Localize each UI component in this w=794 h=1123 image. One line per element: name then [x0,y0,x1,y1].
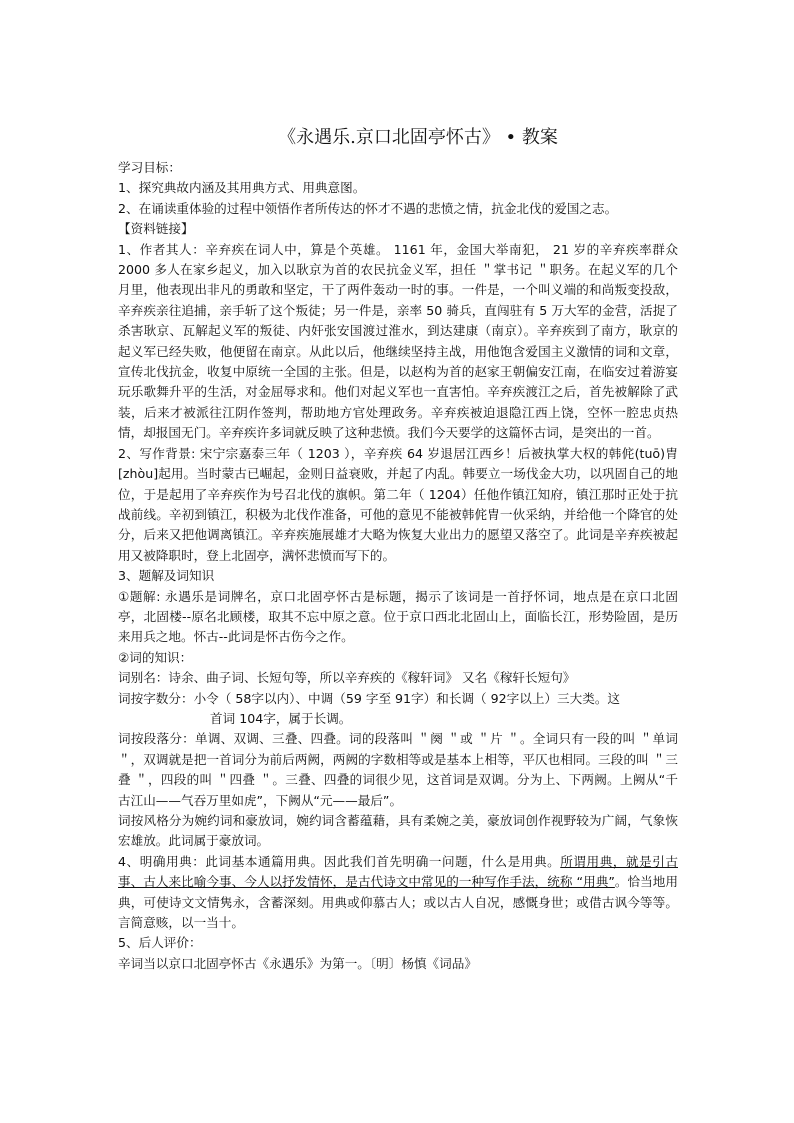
allusion-definition: 所谓用典，就是引古事、古人来比喻今事、今人以抒发情怀，是古代诗文中常见的一种写作手法，统称 “用典” [118,853,678,890]
document-page [118,124,678,974]
title-analysis-paragraph: ①题解: 永遇乐是词牌名，京口北固亭怀古是标题，揭示了该词是一首抒怀词，地点是在京口北固亭，北固楼--原名北顾楼，取其不忘中原之意。位于京口西北北固山上，面临长江，形势险固，是历来用兵之地。怀古--此词是怀古伤今之作。 [118,588,678,645]
goal-2: 2、在诵读重体验的过程中领悟作者所传达的怀才不遇的悲愤之情，抗金北伐的爱国之志。 [118,200,618,216]
allusion-paragraph [118,852,678,934]
ci-count-paragraph: 词按字数分：小令（ 58字以内）、中调（59 字至 91字）和长调（ 92字以上）三大类。这 [118,690,621,706]
allusion-lead: 4、明确用典：此词基本通篇用典。因此我们首先明确一问题，什么是用典。 [118,853,561,869]
comments-heading: 5、后人评价： [118,935,202,951]
ci-names-paragraph: 词别名：诗余、曲子词、长短句等，所以辛弃疾的《稼轩词》 又名《稼轩长短句》 [118,670,576,686]
ci-sections-paragraph: 词按段落分：单调、双调、三叠、四叠。词的段落叫 ＂阕 ＂或 ＂片 ＂。全词只有一段的叫 ＂单词 ＂，双调就是把一首词分为前后两阙，两阙的字数相等或是基本上相等，平仄也相同。三段的叫 ＂三叠 ＂，四段的叫 ＂四叠 ＂。三叠、四叠的词很少见，这首词是双调。分为上、下两阙。上阙从“千古江山——气吞万里如虎”，下阙从“元——最后”。 [118,731,678,808]
goals-heading: 学习目标： [118,160,181,175]
analysis-heading: 3、题解及词知识 [118,568,215,584]
goal-1: 1、探究典故内涵及其用典方式、用典意图。 [118,180,366,196]
background-paragraph: 2、写作背景: 宋宁宗嘉泰三年（ 1203 ），辛弃疾 64 岁退居江西乡！后被执掌大权的韩侂(tuō)胄[zhòu]起用。当时蒙古已崛起，金则日益衰败，并起了内乱。韩要立一场伐金大功，以巩固自己的地位，于是起用了辛弃疾作为号召北伐的旗帜。第二年（ 1204）任他作镇江知府，镇江那时正处于抗战前线。辛初到镇江，积极为北伐作准备，可他的意见不能被韩侂胄一伙采纳，并给他一个降官的处分，后来又把他调离镇江。辛弃疾施展雄才大略为恢复大业出力的愿望又落空了。此词是辛弃疾被起用又被降职时，登上北固亭，满怀悲愤而写下的。 [118,445,678,563]
ci-style-paragraph: 词按风格分为婉约词和豪放词，婉约词含蓄蕴藉，具有柔婉之美，豪放词创作视野较为广阔，气象恢宏雄放。此词属于豪放词。 [118,813,678,849]
allusion-tail: 。恰当地用典，可使诗文文情隽永，含蓄深刻。用典或仰慕古人；或以古人自况，感慨身世；或借古讽今等等。言简意赅，以一当十。 [118,874,678,931]
materials-heading: 【资料链接】 [118,221,194,237]
ci-count-continuation: 首词 104字，属于长调。 [210,710,352,726]
author-paragraph: 1、作者其人：辛弃疾在词人中，算是个英雄。 1161 年，金国大举南犯， 21 岁的辛弃疾率群众 2000 多人在家乡起义，加入以耿京为首的农民抗金义军，担任 ＂掌书记 ＂职务。在起义军的几个月里，他表现出非凡的勇敢和坚定，干了两件轰动一时的事。一件是，一个叫义端的和尚叛变投敌，辛弃疾亲往追捕，亲手斩了这个叛徒；另一件是，亲率 50 骑兵，直闯驻有 5 万大军的金营，活捉了杀害耿京、瓦解起义军的叛徒、内奸张安国渡过淮水，到达建康（南京）。辛弃疾到了南方，耿京的起义军已经失败，他便留在南京。从此以后，他继续坚持主战，用他饱含爱国主义激情的词和文章，宣传北伐抗金，收复中原统一全国的主张。但是，以赵构为首的赵家王朝偏安江南，在临安过着游宴玩乐歌舞升平的生活，对金屈辱求和。他们对起义军也一直害怕。辛弃疾渡江之后，首先被解除了武装，后来才被派往江阴作签判，帮助地方官处理政务。辛弃疾被迫退隐江西上饶，空怀一腔忠贞热情，却报国无门。辛弃疾许多词就反映了这种悲愤。我们今天要学的这篇怀古词，是突出的一首。 [118,241,678,441]
knowledge-heading: ②词的知识： [118,649,193,665]
comment-1: 辛词当以京口北固亭怀古《永遇乐》为第一。〔明〕杨慎《词品》 [118,955,477,971]
page-title: 《永遇乐.京口北固亭怀古》 • 教案 [278,127,558,148]
